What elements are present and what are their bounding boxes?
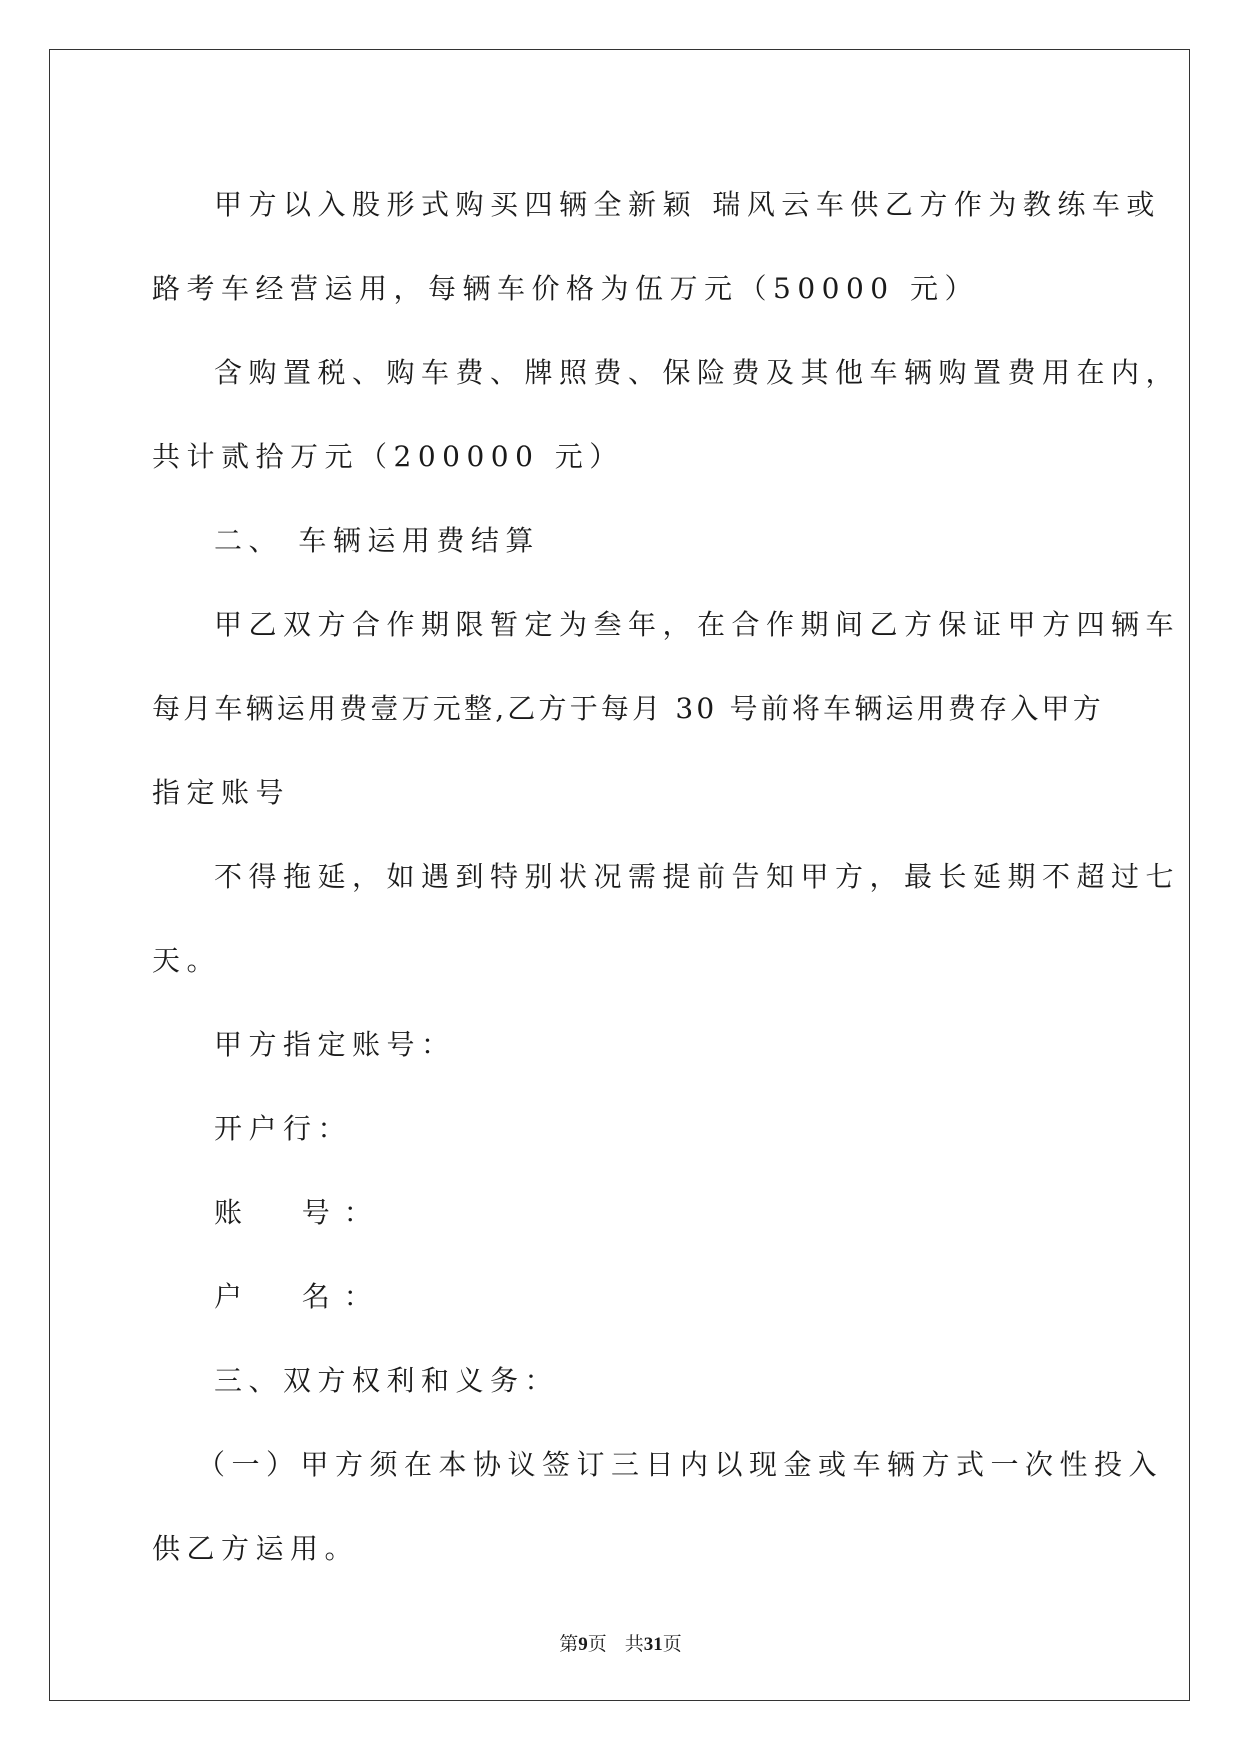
account-holder-label: 户 名： [214,1280,386,1313]
footer-total-suffix: 页 [662,1634,682,1655]
section-heading: 三、双方权利和义务： [214,1364,560,1397]
footer-prefix: 第 [559,1634,579,1655]
total-pages: 31 [643,1634,663,1655]
paragraph-line: 共计贰拾万元（200000 元） [152,440,624,473]
section-heading: 二、 车辆运用费结算 [214,524,540,557]
footer-page-suffix: 页 [587,1634,607,1655]
paragraph-line: 含购置税、购车费、牌照费、保险费及其他车辆购置费用在内， [214,356,1181,389]
account-number-field-label [152,1171,1092,1255]
document-body [152,163,1181,1591]
bank-field-label: 开户行： [214,1112,353,1145]
paragraph-line: 供乙方运用。 [152,1532,360,1565]
paragraph-line: 每月车辆运用费壹万元整,乙方于每月 30 号前将车辆运用费存入甲方 [152,692,1104,725]
paragraph-line: 甲方以入股形式购买四辆全新颖 瑞风云车供乙方作为教练车或 [214,188,1161,221]
account-number-label: 账 号： [214,1196,386,1229]
account-heading: 甲方指定账号： [214,1028,456,1061]
paragraph-line: 天。 [152,944,222,977]
account-holder-field-label [152,1255,1092,1339]
paragraph-line: （一）甲方须在本协议签订三日内以现金或车辆方式一次性投入 [197,1448,1164,1481]
paragraph-line: 不得拖延，如遇到特别状况需提前告知甲方，最长延期不超过七 [214,860,1181,893]
page-footer [0,1629,1241,1656]
page-number: 9 [578,1634,588,1655]
footer-total-prefix: 共 [624,1634,644,1655]
paragraph-line: 甲乙双方合作期限暂定为叁年，在合作期间乙方保证甲方四辆车 [214,608,1181,641]
paragraph-line: 路考车经营运用，每辆车价格为伍万元（50000 元） [152,272,979,305]
paragraph-line: 指定账号 [152,776,291,809]
